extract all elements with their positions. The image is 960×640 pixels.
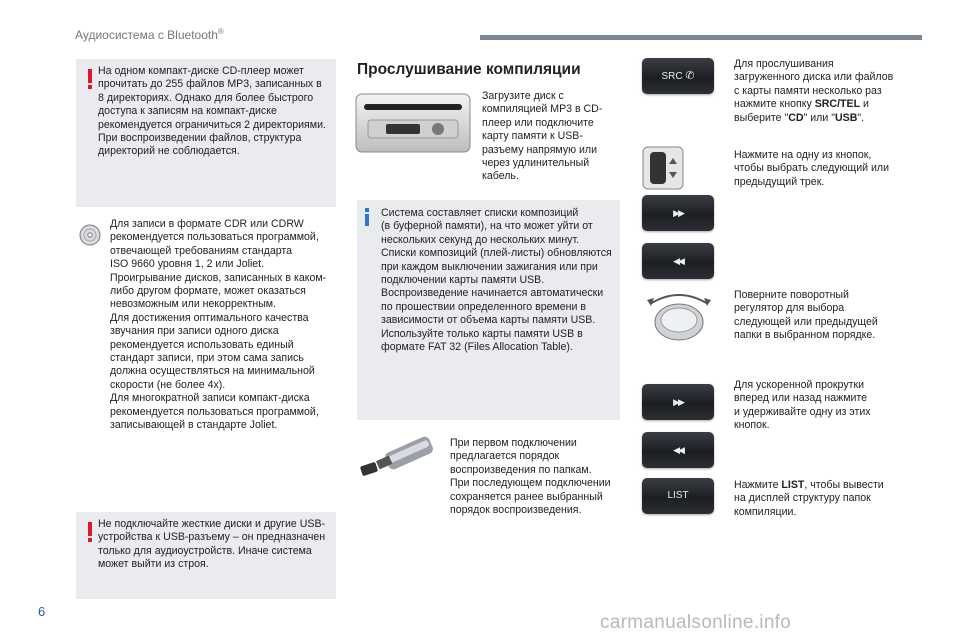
fast-scroll-text: Для ускоренной прокрутки вперед или назад нажмите и удерживайте одну из этих кнопок. <box>734 379 871 432</box>
fast-rewind-button[interactable]: ◀◀ <box>642 432 714 468</box>
list-text: Нажмите LIST, чтобы вывести на дисплей структуру папок компиляции. <box>734 479 884 518</box>
warning-mp3-text: На одном компакт-диске CD-плеер может прочитать до 255 файлов MP3, записанных в 8 директориях. Однако для более быстрого доступа к записям на компакт-диске рекомендуется ограничиться 2 директориями. При воспроизведении файлов, структура директорий не соблюдается. <box>98 65 326 158</box>
cd-format-note-text: Для записи в формате CDR или CDRW рекомендуется пользоваться программой, отвечающей требованиям стандарта ISO 9660 уровня 1, 2 или Joliet. Проигрывание дисков, записанных в каком- либо другом формате, может оказаться невозможным или некорректным. Для достижения оптимального качества звучания при записи одного диска рекомендуется использовать единый стандарт записи, при этом сама запись должна осуществляться на минимальной скорости (не более 4x). Для многократной записи компакт-диска рекомендуется пользоваться программой, записывающей в стандарте Joliet. <box>110 218 327 432</box>
track-select-text: Нажмите на одну из кнопок, чтобы выбрать следующий или предыдущий трек. <box>734 149 890 188</box>
src-text: Для прослушивания загруженного диска или файлов с карты памяти несколько раз нажмите кнопку SRC/TEL и выберите "CD" или "USB". <box>734 58 894 124</box>
list-button[interactable] <box>642 478 714 514</box>
src-tel-button[interactable] <box>642 58 714 94</box>
section-title: Прослушивание компиляции <box>357 61 581 78</box>
cd-disc-icon <box>79 224 101 246</box>
warning-box-mp3 <box>76 59 336 207</box>
phone-icon: ✆ <box>685 70 695 82</box>
info-box-playlists <box>357 200 620 420</box>
info-icon <box>365 214 369 226</box>
warning-usb-text: Не подключайте жесткие диски и другие USB- устройства к USB-разъему – он предназначен только для аудиоустройств. Иначе система может выйти из строя. <box>98 518 326 571</box>
fast-forward-button[interactable]: ▶▶ <box>642 384 714 420</box>
header-bar <box>480 35 922 40</box>
watermark: carmanualsonline.info <box>600 612 792 633</box>
note-box-cd <box>76 212 336 510</box>
rotary-knob-icon[interactable] <box>642 286 716 346</box>
prev-track-button[interactable]: ◀◀ <box>642 243 714 279</box>
page-number: 6 <box>38 604 46 619</box>
cd-player-illustration <box>354 90 472 156</box>
next-track-button[interactable]: ▶▶ <box>642 195 714 231</box>
load-disc-text: Загрузите диск с компиляцией MP3 в CD- плеер или подключите карту памяти к USB- разъему напрямую или через удлинительный кабель. <box>482 90 603 183</box>
usb-stick-icon <box>357 434 441 482</box>
page-header-title: Аудиосистема с Bluetooth® <box>75 27 224 42</box>
track-selector-icon[interactable] <box>642 146 684 190</box>
src-button-label: SRC <box>661 71 683 82</box>
warning-icon <box>88 522 92 536</box>
playlist-info-text: Система составляет списки композиций (в буферной памяти), на что может уйти от нескольких секунд до нескольких минут. Списки композиций (плей-листы) обновляются при каждом выключении зажигания или при подключении карты памяти USB. Воспроизведение начинается автоматически по прошествии определенного времени в зависимости от объема карты памяти USB. Используйте только карты памяти USB в формате FAT 32 (Files Allocation Table). <box>381 207 612 354</box>
usb-order-text: При первом подключении предлагается порядок воспроизведения по папкам. При последующем подключении сохраняется ранее выбранный порядок воспроизведения. <box>450 437 611 517</box>
warning-box-usb <box>76 512 336 599</box>
rotary-text: Поверните поворотный регулятор для выбора следующей или предыдущей папки в выбранном порядке. <box>734 289 878 342</box>
list-button-label: LIST <box>667 490 689 501</box>
warning-icon <box>88 69 92 83</box>
